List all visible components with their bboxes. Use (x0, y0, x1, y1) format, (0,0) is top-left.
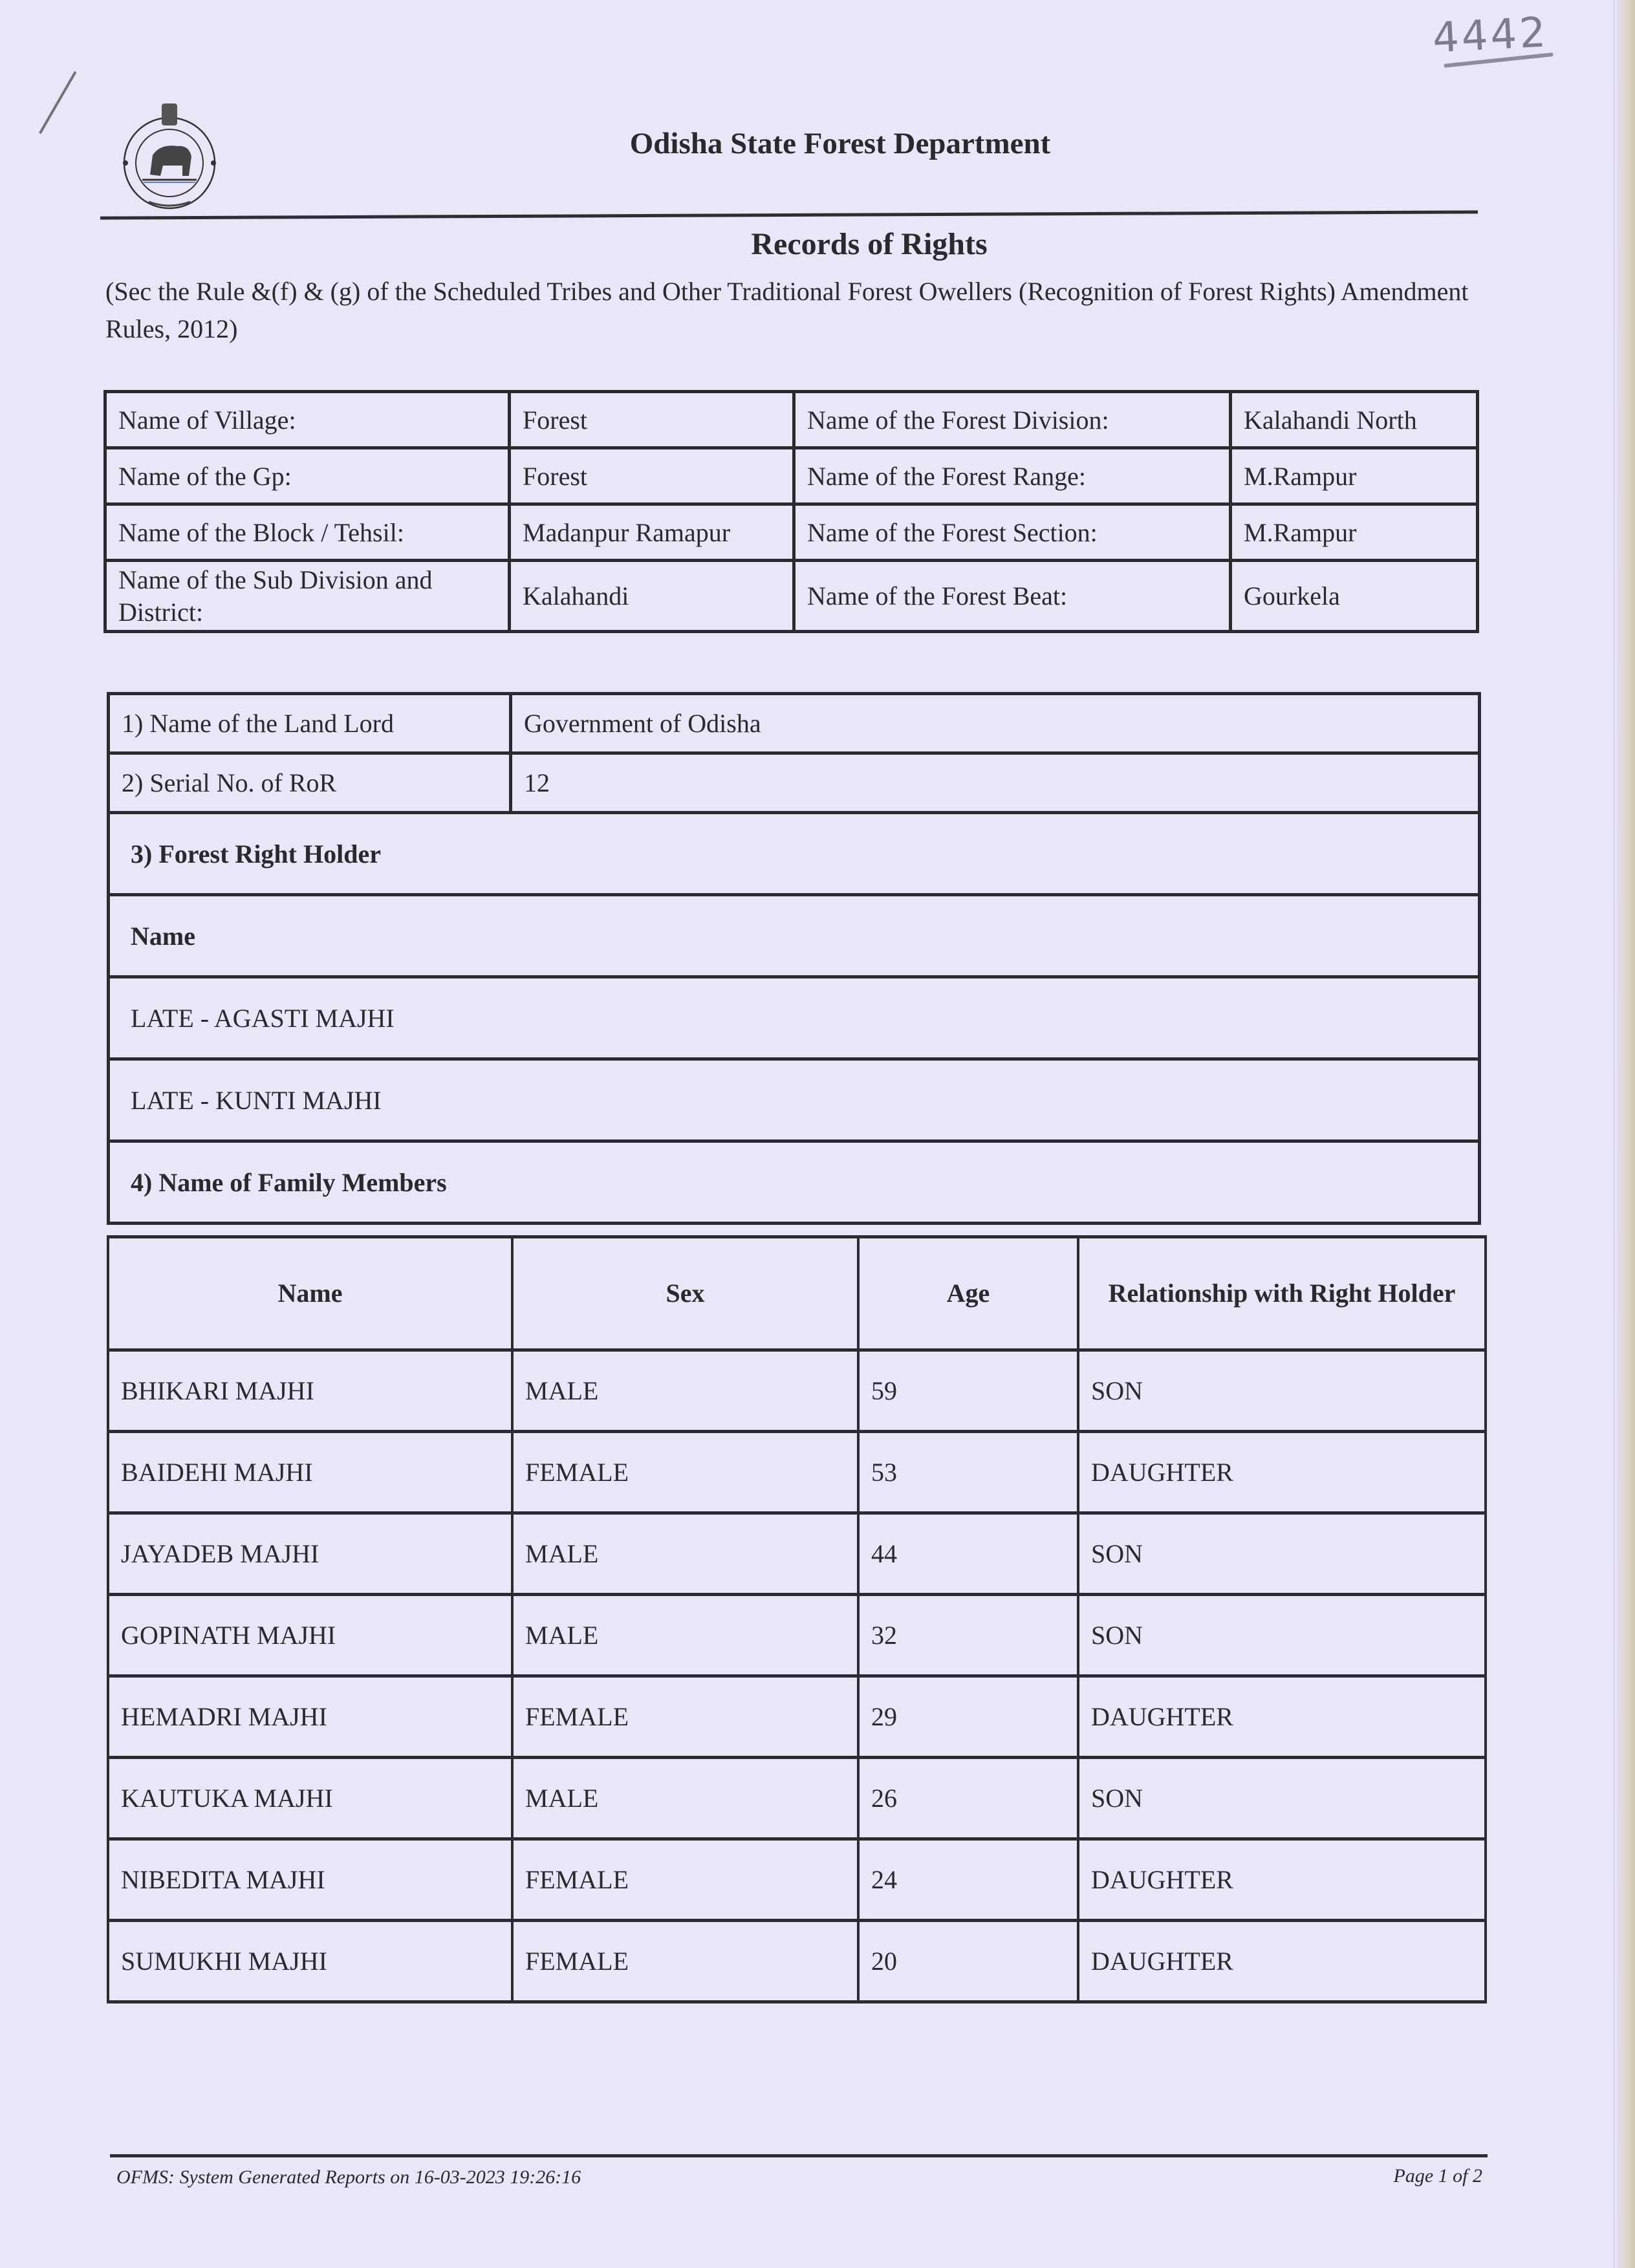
member-relation: DAUGHTER (1078, 1432, 1486, 1513)
column-header-relationship: Relationship with Right Holder (1078, 1237, 1486, 1350)
member-sex: MALE (512, 1595, 858, 1676)
member-name: KAUTUKA MAJHI (108, 1758, 512, 1839)
serial-row (109, 753, 1480, 813)
member-name: HEMADRI MAJHI (108, 1676, 512, 1758)
location-row (105, 504, 1478, 561)
family-members-table (107, 1235, 1487, 2003)
department-name: Odisha State Forest Department (629, 127, 1051, 160)
family-member-row (108, 1595, 1486, 1676)
location-label: Name of the Sub Division and District: (105, 561, 510, 632)
page-number: Page 1 of 2 (1393, 2165, 1482, 2187)
family-member-row (108, 1432, 1486, 1513)
family-member-row (108, 1921, 1486, 2002)
document-title: Records of Rights (751, 227, 988, 261)
footer-divider (110, 2154, 1488, 2157)
member-name: SUMUKHI MAJHI (108, 1921, 512, 2002)
land-lord-row (109, 694, 1480, 753)
member-sex: MALE (512, 1350, 858, 1432)
forest-value: Kalahandi North (1231, 392, 1478, 448)
member-name: BAIDEHI MAJHI (108, 1432, 512, 1513)
land-lord-value: Government of Odisha (511, 694, 1480, 753)
member-age: 32 (858, 1595, 1078, 1676)
name-heading-row (109, 895, 1480, 977)
right-holder-heading: 3) Forest Right Holder (109, 813, 1480, 895)
member-relation: DAUGHTER (1078, 1921, 1486, 2002)
forest-value: Gourkela (1231, 561, 1478, 632)
forest-label: Name of the Forest Division: (794, 392, 1231, 448)
column-header-age: Age (858, 1237, 1078, 1350)
location-row (105, 561, 1478, 632)
forest-value: M.Rampur (1231, 448, 1478, 504)
document-subtitle: (Sec the Rule &(f) & (g) of the Scheduled Tribes and Other Traditional Forest Owellers (Recognition of Forest Rights) Amendment Rules, 2012) (105, 277, 1469, 343)
member-relation: SON (1078, 1758, 1486, 1839)
member-sex: FEMALE (512, 1676, 858, 1758)
right-holder-heading-row (109, 813, 1480, 895)
member-relation: SON (1078, 1595, 1486, 1676)
name-heading: Name (109, 895, 1480, 977)
location-table (103, 390, 1479, 633)
right-holder-row (109, 977, 1480, 1059)
member-sex: FEMALE (512, 1432, 858, 1513)
member-relation: SON (1078, 1350, 1486, 1432)
member-relation: DAUGHTER (1078, 1676, 1486, 1758)
family-heading: 4) Name of Family Members (109, 1141, 1480, 1224)
member-age: 26 (858, 1758, 1078, 1839)
member-name: NIBEDITA MAJHI (108, 1839, 512, 1921)
forest-label: Name of the Forest Beat: (794, 561, 1231, 632)
member-age: 59 (858, 1350, 1078, 1432)
family-member-row (108, 1676, 1486, 1758)
serial-value: 12 (511, 753, 1480, 813)
family-heading-row (109, 1141, 1480, 1224)
member-sex: FEMALE (512, 1839, 858, 1921)
family-member-row (108, 1758, 1486, 1839)
member-sex: MALE (512, 1758, 858, 1839)
member-age: 29 (858, 1676, 1078, 1758)
family-header-row (108, 1237, 1486, 1350)
member-name: JAYADEB MAJHI (108, 1513, 512, 1595)
member-relation: SON (1078, 1513, 1486, 1595)
member-age: 20 (858, 1921, 1078, 2002)
member-sex: FEMALE (512, 1921, 858, 2002)
member-sex: MALE (512, 1513, 858, 1595)
family-member-row (108, 1350, 1486, 1432)
location-value: Forest (510, 392, 794, 448)
right-holder-name: LATE - KUNTI MAJHI (109, 1059, 1480, 1141)
member-relation: DAUGHTER (1078, 1839, 1486, 1921)
location-row (105, 448, 1478, 504)
member-name: BHIKARI MAJHI (108, 1350, 512, 1432)
record-table (107, 692, 1481, 1225)
handwritten-number: 4442 (1431, 8, 1550, 63)
forest-label: Name of the Forest Range: (794, 448, 1231, 504)
member-name: GOPINATH MAJHI (108, 1595, 512, 1676)
column-header-name: Name (108, 1237, 512, 1350)
location-label: Name of the Block / Tehsil: (105, 504, 510, 561)
page-edge (1614, 0, 1615, 2268)
column-header-sex: Sex (512, 1237, 858, 1350)
location-row (105, 392, 1478, 448)
family-member-row (108, 1839, 1486, 1921)
location-value: Kalahandi (510, 561, 794, 632)
member-age: 44 (858, 1513, 1078, 1595)
member-age: 24 (858, 1839, 1078, 1921)
land-lord-label: 1) Name of the Land Lord (109, 694, 511, 753)
scan-border (1617, 0, 1635, 2268)
right-holder-name: LATE - AGASTI MAJHI (109, 977, 1480, 1059)
serial-label: 2) Serial No. of RoR (109, 753, 511, 813)
forest-value: M.Rampur (1231, 504, 1478, 561)
forest-label: Name of the Forest Section: (794, 504, 1231, 561)
location-value: Madanpur Ramapur (510, 504, 794, 561)
generated-timestamp: OFMS: System Generated Reports on 16-03-2023 19:26:16 (116, 2166, 581, 2188)
location-label: Name of Village: (105, 392, 510, 448)
location-value: Forest (510, 448, 794, 504)
location-label: Name of the Gp: (105, 448, 510, 504)
family-member-row (108, 1513, 1486, 1595)
member-age: 53 (858, 1432, 1078, 1513)
right-holder-row (109, 1059, 1480, 1141)
